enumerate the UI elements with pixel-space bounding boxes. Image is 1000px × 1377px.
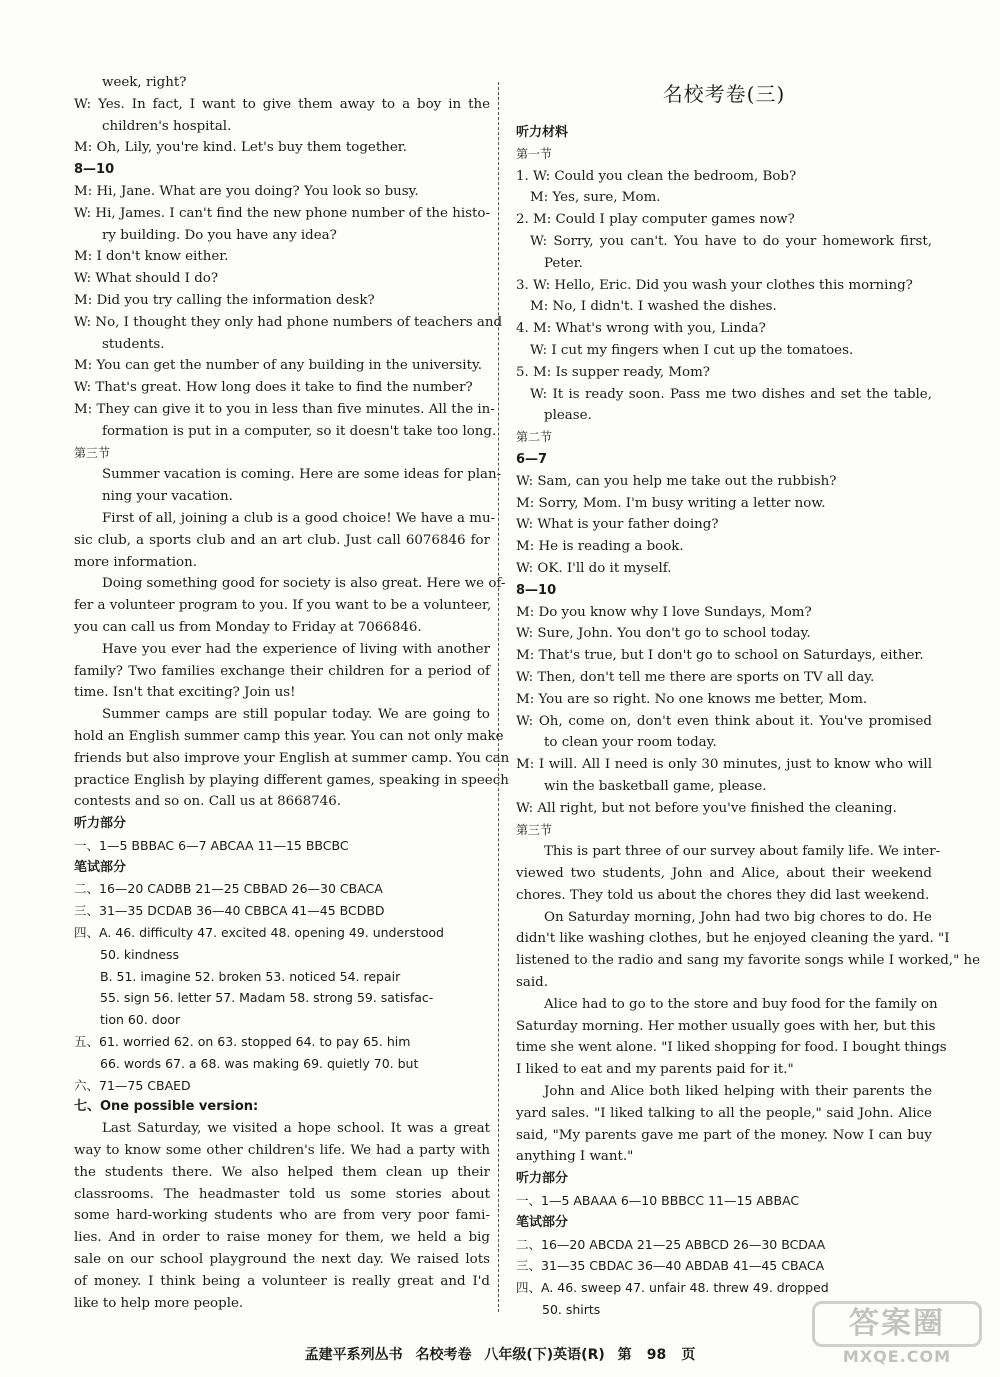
text-line: 5. M: Is supper ready, Mom? (516, 364, 710, 380)
text-line: more information. (74, 554, 197, 570)
grade-subject: 八年级(下)英语(R) (484, 1347, 605, 1363)
right-column (516, 72, 981, 1321)
text-line: listened to the radio and sang my favorite songs while I worked," he (516, 953, 981, 969)
text-line: please. (544, 408, 592, 424)
text-line: yard sales. "I liked talking to all the people," said John. Alice (516, 1105, 932, 1121)
text-line: 2. M: Could I play computer games now? (516, 212, 795, 228)
text-line: M: You are so right. No one knows me better, Mom. (516, 691, 868, 707)
text-line: 六、71—75 CBAED (74, 1077, 191, 1093)
text-line: fer a volunteer program to you. If you want to be a volunteer, (74, 598, 492, 614)
right-text-lines (516, 122, 981, 1321)
text-line: to clean your room today. (544, 735, 717, 751)
text-line: 三、31—35 DCDAB 36—40 CBBCA 41—45 BCDBD (74, 903, 385, 919)
text-line: 三、31—35 CBDAC 36—40 ABDAB 41—45 CBACA (516, 1258, 825, 1274)
text-line: sic club, a sports club and an art club. Just call 6076846 for (74, 532, 490, 548)
text-line: 听力材料 (516, 125, 569, 140)
text-line: M: That's true, but I don't go to school on Saturdays, either. (516, 648, 924, 664)
text-line: 第二节 (516, 430, 553, 445)
text-line: way to know some other children's life. We had a party with (74, 1143, 490, 1159)
text-line: 四、A. 46. sweep 47. unfair 48. threw 49. dropped (516, 1280, 829, 1296)
text-line: 七、One possible version: (74, 1099, 259, 1115)
text-line: M: Yes, sure, Mom. (530, 190, 661, 206)
text-line: you can call us from Monday to Friday at 7066846. (74, 619, 422, 635)
text-line: chores. They told us about the chores they did last weekend. (516, 887, 930, 903)
text-line: the students there. We also helped them clean up their (74, 1164, 490, 1180)
text-line: 五、61. worried 62. on 63. stopped 64. to pay 65. him (74, 1034, 411, 1050)
text-line: 听力部分 (516, 1171, 569, 1187)
text-line: 听力部分 (74, 816, 127, 832)
watermark-url: MXQE.COM (842, 1347, 952, 1366)
text-line: W: I cut my fingers when I cut up the tomatoes. (530, 342, 854, 358)
text-line: W: OK. I'll do it myself. (516, 560, 672, 576)
text-line: 4. M: What's wrong with you, Linda? (516, 321, 766, 337)
text-line: This is part three of our survey about family life. We inter- (544, 844, 941, 860)
text-line: M: Hi, Jane. What are you doing? You look so busy. (74, 183, 419, 199)
text-line: tion 60. door (100, 1012, 181, 1028)
text-line: 50. shirts (542, 1302, 601, 1318)
text-line: John and Alice both liked helping with their parents the (544, 1084, 932, 1100)
text-line: formation is put in a computer, so it doesn't take too long. (102, 423, 497, 439)
text-line: 第三节 (516, 822, 553, 837)
text-line: Alice had to go to the store and buy food for the family on (544, 996, 938, 1012)
text-line: W: Sam, can you help me take out the rubbish? (516, 473, 837, 489)
text-line: Last Saturday, we visited a hope school. It was a great (102, 1121, 490, 1137)
text-line: W: Sure, John. You don't go to school today. (516, 626, 811, 642)
text-line: contests and so on. Call us at 8668746. (74, 794, 342, 810)
text-line: W: Then, don't tell me there are sports on TV all day. (516, 669, 875, 685)
text-line: viewed two students, John and Alice, about their weekend (516, 866, 932, 882)
text-line: M: Sorry, Mom. I'm busy writing a letter now. (516, 495, 826, 511)
text-line: M: No, I didn't. I washed the dishes. (530, 299, 777, 315)
text-line: some hard-working students who are from very poor fami- (74, 1208, 490, 1224)
text-line: M: You can get the number of any building in the university. (74, 358, 483, 374)
text-line: anything I want." (516, 1149, 634, 1165)
text-line: like to help more people. (74, 1295, 244, 1311)
text-line: W: That's great. How long does it take to find the number? (74, 380, 473, 396)
text-line: 二、16—20 ABCDA 21—25 ABBCD 26—30 BCDAA (516, 1236, 826, 1252)
text-line: Have you ever had the experience of living with another (102, 641, 490, 657)
text-line: 3. W: Hello, Eric. Did you wash your clothes this morning? (516, 277, 913, 293)
text-line: 6—7 (516, 451, 548, 467)
text-line: Summer vacation is coming. Here are some ideas for plan- (102, 467, 502, 483)
text-line: 笔试部分 (74, 859, 127, 875)
text-line: W: It is ready soon. Pass me two dishes and set the table, (530, 386, 932, 402)
text-line: students. (102, 336, 165, 352)
text-line: ning your vacation. (102, 489, 233, 505)
text-line: W: Sorry, you can't. You have to do your homework first, (530, 233, 932, 249)
text-line: 1. W: Could you clean the bedroom, Bob? (516, 168, 797, 184)
text-line: M: He is reading a book. (516, 539, 684, 555)
page-prefix: 第 (617, 1347, 632, 1363)
text-line: 8—10 (74, 162, 115, 178)
text-line: M: Oh, Lily, you're kind. Let's buy them together. (74, 140, 407, 156)
text-line: children's hospital. (102, 118, 232, 134)
text-line: M: I will. All I need is only 30 minutes, just to know who will (516, 757, 932, 773)
text-line: 第一节 (516, 146, 553, 161)
text-line: 66. words 67. a 68. was making 69. quietly 70. but (100, 1055, 419, 1071)
text-line: didn't like washing clothes, but he enjoyed cleaning the yard. "I (516, 931, 950, 947)
text-line: practice English by playing different games, speaking in speech (74, 772, 509, 788)
text-line: W: Yes. In fact, I want to give them away to a boy in the (74, 96, 490, 112)
left-column (74, 72, 510, 1314)
text-line: hold an English summer camp this year. You can not only make (74, 728, 504, 744)
text-line: W: No, I thought they only had phone numbers of teachers and (74, 314, 503, 330)
text-line: W: Hi, James. I can't find the new phone number of the histo- (74, 205, 490, 221)
text-line: Saturday morning. Her mother usually goes with her, but this (516, 1018, 936, 1034)
text-line: ry building. Do you have any idea? (102, 227, 337, 243)
text-line: 一、1—5 ABAAA 6—10 BBBCC 11—15 ABBAC (516, 1193, 800, 1209)
text-line: 二、16—20 CADBB 21—25 CBBAD 26—30 CBACA (74, 881, 383, 897)
text-line: B. 51. imagine 52. broken 53. noticed 54. repair (100, 968, 401, 984)
text-line: 8—10 (516, 582, 557, 598)
text-line: W: What is your father doing? (516, 517, 719, 533)
text-line: 笔试部分 (516, 1214, 569, 1230)
series-name: 孟建平系列丛书 (304, 1347, 403, 1363)
text-line: W: Oh, come on, don't even think about it. You've promised (516, 713, 932, 729)
text-line: 55. sign 56. letter 57. Madam 58. strong 59. satisfac- (100, 990, 434, 1006)
book-name: 名校考卷 (415, 1347, 472, 1363)
text-line: M: Did you try calling the information desk? (74, 292, 375, 308)
watermark-text: 答案圈 (812, 1301, 982, 1347)
text-line: M: I don't know either. (74, 249, 229, 265)
text-line: time she went alone. "I liked shopping for food. I bought things (516, 1040, 947, 1056)
text-line: of money. I think being a volunteer is really great and I'd (74, 1273, 490, 1289)
text-line: classrooms. The headmaster told us some stories about (74, 1186, 490, 1202)
column-divider (498, 82, 499, 1312)
watermark-logo (812, 1301, 982, 1371)
text-line: friends but also improve your English at summer camp. You can (74, 750, 510, 766)
text-line: lies. And in order to raise money for them, we held a big (74, 1230, 490, 1246)
text-line: sale on our school playground the next day. We raised lots (74, 1252, 490, 1268)
text-line: Summer camps are still popular today. We are going to (102, 707, 490, 723)
page-number: 98 (646, 1347, 667, 1363)
text-line: On Saturday morning, John had two big chores to do. He (544, 909, 932, 925)
text-line: 一、1—5 BBBAC 6—7 ABCAA 11—15 BBCBC (74, 837, 349, 853)
text-line: said, "My parents gave me part of the money. Now I can buy (516, 1127, 932, 1143)
text-line: time. Isn't that exciting? Join us! (74, 685, 296, 701)
text-line: Doing something good for society is also great. Here we of- (102, 576, 506, 592)
text-line: W: What should I do? (74, 271, 219, 287)
text-line: Peter. (544, 255, 583, 271)
text-line: said. (516, 975, 548, 991)
text-line: 50. kindness (100, 946, 180, 962)
text-line: M: Do you know why I love Sundays, Mom? (516, 604, 812, 620)
exam-title: 名校考卷(三) (662, 82, 786, 106)
text-line: win the basketball game, please. (544, 778, 767, 794)
text-line: week, right? (102, 75, 187, 90)
text-line: 四、A. 46. difficulty 47. excited 48. opening 49. understood (74, 925, 444, 941)
text-line: I liked to eat and my parents paid for it." (516, 1062, 794, 1078)
text-line: 第三节 (74, 445, 111, 460)
text-line: First of all, joining a club is a good choice! We have a mu- (102, 510, 496, 526)
page-suffix: 页 (681, 1347, 696, 1363)
text-line: family? Two families exchange their children for a period of (74, 663, 490, 679)
text-line: M: They can give it to you in less than five minutes. All the in- (74, 401, 495, 417)
text-line: W: All right, but not before you've finished the cleaning. (516, 800, 897, 816)
